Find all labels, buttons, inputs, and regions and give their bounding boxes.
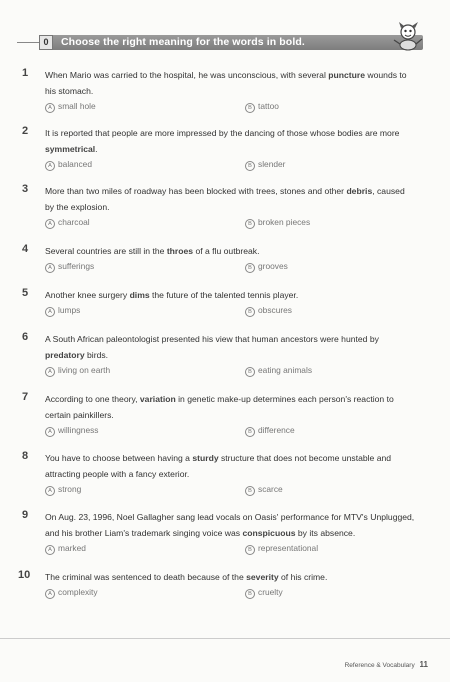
question-text-before: Another knee surgery <box>45 290 130 300</box>
option-letter-icon: A <box>45 103 55 113</box>
option-a[interactable] <box>45 586 98 599</box>
option-text: small hole <box>58 101 96 111</box>
bold-word: sturdy <box>192 453 219 463</box>
question-text <box>45 125 415 157</box>
page-number: 11 <box>419 660 428 669</box>
question-number: 10 <box>18 569 31 581</box>
option-a[interactable] <box>45 424 99 437</box>
option-letter-icon: A <box>45 589 55 599</box>
question-text <box>45 67 415 99</box>
question-text <box>45 243 415 259</box>
option-letter-icon: B <box>245 486 255 496</box>
question-text-after: , caused by the explosion. <box>45 186 405 212</box>
question-text <box>45 450 415 482</box>
option-letter-icon: B <box>245 161 255 171</box>
option-letter-icon: A <box>45 486 55 496</box>
option-letter-icon: B <box>245 367 255 377</box>
mascot-icon <box>390 18 426 52</box>
bold-word: throes <box>166 246 194 256</box>
section-number: 0 <box>39 35 53 50</box>
bold-word: severity <box>246 572 279 582</box>
option-a[interactable] <box>45 304 80 317</box>
question-text-after: the future of the talented tennis player. <box>149 290 299 300</box>
option-text: cruelty <box>258 587 283 597</box>
footer-label: Reference & Vocabulary <box>344 662 415 669</box>
bold-word: conspicuous <box>242 528 296 538</box>
page-footer <box>345 660 428 669</box>
option-text: broken pieces <box>258 217 311 227</box>
option-text: willingness <box>58 425 99 435</box>
option-text: living on earth <box>58 365 111 375</box>
option-text: representational <box>258 543 319 553</box>
question-number: 3 <box>22 183 29 195</box>
option-b[interactable] <box>245 424 295 437</box>
option-a[interactable] <box>45 364 110 377</box>
option-b[interactable] <box>245 100 279 113</box>
option-a[interactable] <box>45 483 81 496</box>
option-text: grooves <box>258 261 288 271</box>
question-text-after: birds. <box>84 350 109 360</box>
question-number: 4 <box>22 243 29 255</box>
option-a[interactable] <box>45 216 90 229</box>
option-text: slender <box>258 159 286 169</box>
option-b[interactable] <box>245 586 283 599</box>
option-text: balanced <box>58 159 92 169</box>
option-letter-icon: B <box>245 427 255 437</box>
option-letter-icon: B <box>245 263 255 273</box>
option-text: difference <box>258 425 295 435</box>
option-text: scarce <box>258 484 283 494</box>
question-number: 2 <box>22 125 29 137</box>
question-text-after: structure that does not become unstable and attracting people with a fancy exterior. <box>45 453 392 479</box>
section-title: Choose the right meaning for the words in bold. <box>61 36 305 48</box>
option-b[interactable] <box>245 158 285 171</box>
question-text-after: wounds to his stomach. <box>45 70 407 96</box>
question-number: 6 <box>22 331 29 343</box>
section-header <box>17 35 423 50</box>
option-b[interactable] <box>245 364 312 377</box>
bold-word: debris <box>346 186 373 196</box>
footer-rule <box>0 638 450 639</box>
option-b[interactable] <box>245 260 288 273</box>
bold-word: symmetrical <box>45 144 96 154</box>
bold-word: predatory <box>45 350 85 360</box>
option-b[interactable] <box>245 304 292 317</box>
question-text <box>45 287 415 303</box>
option-letter-icon: A <box>45 307 55 317</box>
question-number: 7 <box>22 391 29 403</box>
option-letter-icon: A <box>45 367 55 377</box>
option-b[interactable] <box>245 542 318 555</box>
option-text: strong <box>58 484 82 494</box>
question-text-after: by its absence. <box>295 528 356 538</box>
option-b[interactable] <box>245 216 310 229</box>
option-b[interactable] <box>245 483 283 496</box>
option-a[interactable] <box>45 260 94 273</box>
question-number: 5 <box>22 287 29 299</box>
bold-word: puncture <box>328 70 366 80</box>
question-text-after: of a flu outbreak. <box>193 246 260 256</box>
question-text-before: According to one theory, <box>45 394 140 404</box>
question-text <box>45 391 415 423</box>
option-text: marked <box>58 543 86 553</box>
question-text-before: You have to choose between having a <box>45 453 193 463</box>
option-a[interactable] <box>45 100 96 113</box>
option-letter-icon: B <box>245 219 255 229</box>
option-letter-icon: B <box>245 589 255 599</box>
question-text-before: The criminal was sentenced to death because of the <box>45 572 247 582</box>
question-text-after: of his crime. <box>278 572 328 582</box>
option-text: eating animals <box>258 365 313 375</box>
question-text-before: More than two miles of roadway has been blocked with trees, stones and other <box>45 186 347 196</box>
option-a[interactable] <box>45 542 86 555</box>
option-letter-icon: A <box>45 219 55 229</box>
option-letter-icon: B <box>245 307 255 317</box>
option-letter-icon: B <box>245 545 255 555</box>
option-letter-icon: B <box>245 103 255 113</box>
question-text <box>45 569 415 585</box>
question-text-before: It is reported that people are more impressed by the dancing of those whose bodies are more <box>45 128 400 138</box>
option-a[interactable] <box>45 158 92 171</box>
option-text: charcoal <box>58 217 90 227</box>
option-text: tattoo <box>258 101 279 111</box>
question-text <box>45 509 415 541</box>
question-text-before: A South African paleontologist presented his view that human ancestors were hunted by <box>45 334 379 344</box>
option-text: sufferings <box>58 261 95 271</box>
option-letter-icon: A <box>45 161 55 171</box>
question-number: 8 <box>22 450 29 462</box>
question-text-before: When Mario was carried to the hospital, he was unconscious, with several <box>45 70 329 80</box>
option-letter-icon: A <box>45 545 55 555</box>
option-text: obscures <box>258 305 292 315</box>
option-letter-icon: A <box>45 427 55 437</box>
bold-word: variation <box>139 394 176 404</box>
question-number: 9 <box>22 509 29 521</box>
question-text <box>45 183 415 215</box>
question-text-before: Several countries are still in the <box>45 246 167 256</box>
question-text-after: in genetic make-up determines each person's reaction to certain painkillers. <box>45 394 394 420</box>
bold-word: dims <box>129 290 150 300</box>
question-text <box>45 331 415 363</box>
option-text: complexity <box>58 587 98 597</box>
option-text: lumps <box>58 305 81 315</box>
question-text-before: On Aug. 23, 1996, Noel Gallagher sang lead vocals on Oasis' performance for MTV's Unplugged, and his brother Liam's trademark singing voice was <box>45 512 415 538</box>
option-letter-icon: A <box>45 263 55 273</box>
question-text-after: . <box>95 144 98 154</box>
question-number: 1 <box>22 67 29 79</box>
